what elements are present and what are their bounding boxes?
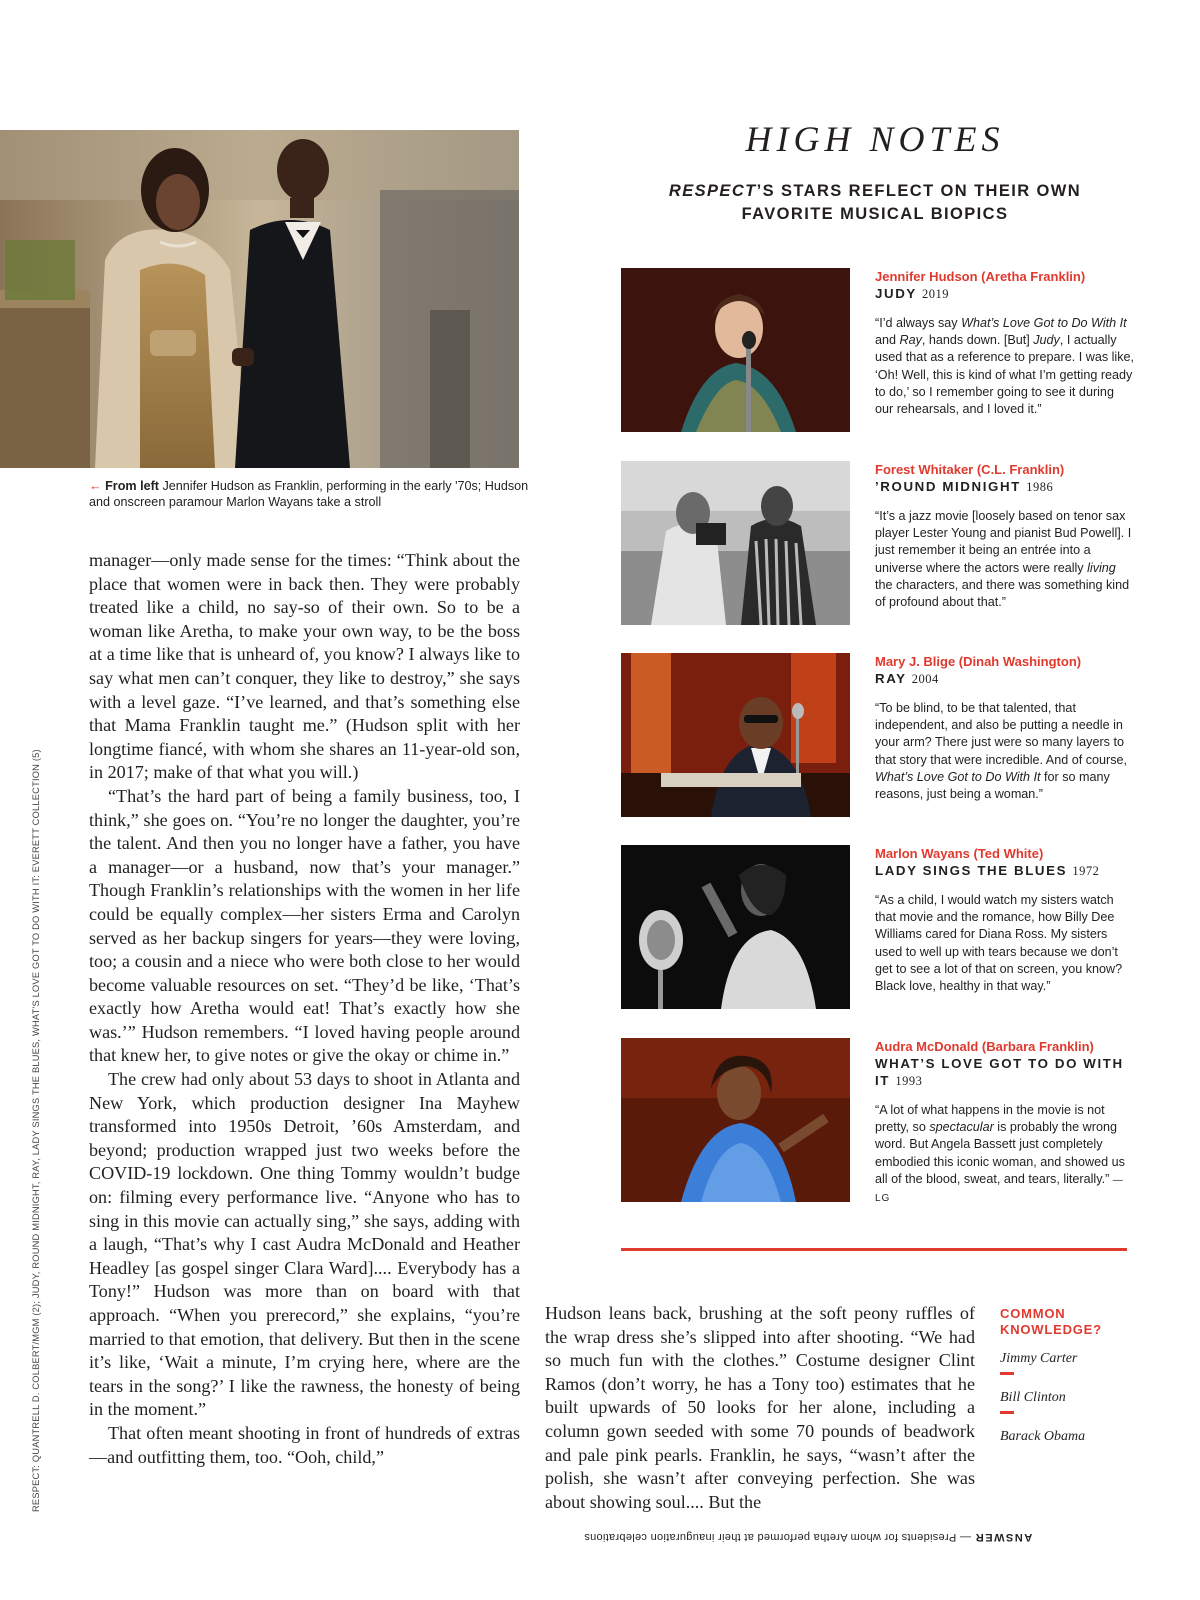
entry-quote bbox=[875, 508, 1135, 611]
quote-fragment: Ray bbox=[899, 333, 922, 348]
subtitle-rest: ’S STARS REFLECT ON THEIR OWN FAVORITE MUSICAL BIOPICS bbox=[741, 182, 1082, 223]
entry-photo-judy bbox=[621, 268, 850, 432]
red-dash bbox=[1000, 1372, 1014, 1375]
caption-lead: From left bbox=[105, 479, 159, 493]
entry-film: RAY 2004 bbox=[875, 671, 939, 686]
article-column-1 bbox=[89, 549, 520, 1469]
president-name: Jimmy Carter bbox=[1000, 1351, 1078, 1366]
quote-fragment: for so many reasons, just being a woman.” bbox=[875, 769, 1110, 802]
sidebar-title: HIGH NOTES bbox=[745, 119, 1005, 159]
entry-year: 2004 bbox=[911, 672, 939, 686]
quote-fragment: What’s Love Got to Do With It bbox=[875, 769, 1041, 784]
entry-photo-round-midnight bbox=[621, 461, 850, 625]
quote-fragment: is probably the wrong word. But Angela Bassett just completely embodied this iconic woman, and showed us all of the blood, sweat, and tears, literally.” bbox=[875, 1120, 1125, 1186]
entry-year: 1972 bbox=[1072, 864, 1100, 878]
quote-fragment: “I’d always say bbox=[875, 316, 962, 330]
sidebar-subtitle bbox=[640, 180, 1110, 226]
quote-fragment: “As a child, I would watch my sisters watch that movie and the romance, how Billy Dee Williams cared for Diana Ross. My sisters used to well up with tears because we don’t get to see a lot of that on screen, you know? Black love, healthy in that way.” bbox=[875, 893, 1123, 994]
entry-quote bbox=[875, 700, 1135, 803]
hero-photo bbox=[0, 130, 519, 468]
answer-dash: — bbox=[956, 1531, 975, 1543]
entry-film: WHAT’S LOVE GOT TO DO WITH IT 1993 bbox=[875, 1056, 1124, 1088]
quote-fragment: “To be blind, to be that talented, that independent, and also be putting a needle in your arm? There just were so many layers to that story that were incredible. And of course, bbox=[875, 701, 1128, 767]
entry-photo-ray bbox=[621, 653, 850, 817]
subtitle-italic: RESPECT bbox=[668, 182, 757, 200]
quote-fragment: the characters, and there was something kind of profound about that.” bbox=[875, 577, 1130, 610]
entry-year: 1986 bbox=[1026, 480, 1054, 494]
president-name: Barack Obama bbox=[1000, 1429, 1086, 1444]
quote-fragment: , I actually used that as a reference to prepare. I was like, ‘Oh! Well, this is kind of what I’m getting ready to do,’ so I remember going to see it during our rehearsals, and I loved it.” bbox=[875, 333, 1135, 417]
caption-text: Jennifer Hudson as Franklin, performing in the early '70s; Hudson and onscreen paramour Marlon Wayans take a stroll bbox=[89, 479, 529, 509]
common-knowledge-box bbox=[1000, 1306, 1130, 1445]
entry-name: Marlon Wayans (Ted White) bbox=[875, 846, 1044, 861]
quote-fragment: living bbox=[1087, 560, 1116, 575]
article-paragraph: That often meant shooting in front of hundreds of extras—and outfitting them, too. “Ooh, child,” bbox=[89, 1422, 520, 1467]
article-paragraph: “That’s the hard part of being a family business, too, I think,” she goes on. “You’re no longer the daughter, you’re the talent. And then you no longer have a father, you have a manager—or a husband, now that’s your manager.” Though Franklin’s relationships with the women in her life could be equally complex—her sisters Erma and Carolyn served as her backup singers for years—they were loving, too; a cousin and a niece who were both close to her would become valuable resources on set. “They’d be like, ‘That’s exactly how Aretha would eat! That’s exactly how she was.’” Hudson remembers. “I loved having people around that knew her, to give notes or give the okay or chime in.” bbox=[89, 785, 520, 1066]
quote-fragment: “It’s a jazz movie [loosely based on tenor sax player Lester Young and pianist Bud Powell]. I just remember it being an entrée into a universe where the actors were really bbox=[875, 509, 1132, 575]
article-paragraph: The crew had only about 53 days to shoot in Atlanta and New York, which production designer Ina Mayhew transformed into 1950s Detroit, ’60s Amsterdam, and beyond; production wrapped just two weeks before the COVID-19 lockdown. One thing Tommy wouldn’t budge on: filming every performance live. “Anyone who has to sing in this movie can actually sing,” she says, adding with a laugh, “That’s why I cast Audra McDonald and Heather Headley [as gospel singer Clara Ward].... Everybody has a Tony!” Hudson was more than on board with that approach. “When you prerecord,” she explains, “you’re married to that emotion, that delivery. But then in the scene it’s like, ‘Wait a minute, I’m crying here, where are the tears in the song?’ I like the rawness, the honesty of being in the moment.” bbox=[89, 1069, 520, 1420]
article-paragraph: manager—only made sense for the times: “Think about the place that women were in back then. They were probably treated like a child, no say-so of their own. So to be a woman like Aretha, to make your own way, to be the boss at a time like that is unheard of, you know? I always like to say what men can’t conquer, they like to destroy,” she says with a level gaze. “I’ve learned, and that’s something else that Mama Franklin taught me.” (Hudson split with her longtime fiancé, with whom she shares an 11-year-old son, in 2017; make of that what you will.) bbox=[89, 550, 520, 783]
section-divider bbox=[621, 1248, 1127, 1251]
quote-fragment: and bbox=[875, 333, 900, 348]
common-knowledge-heading: COMMON KNOWLEDGE? bbox=[1000, 1306, 1102, 1337]
entry-name: Audra McDonald (Barbara Franklin) bbox=[875, 1039, 1094, 1054]
answer-label: ANSWER bbox=[974, 1531, 1033, 1543]
photo-caption bbox=[89, 478, 529, 510]
article-column-2 bbox=[545, 1302, 975, 1514]
answer-upside-down bbox=[584, 1531, 1130, 1543]
answer-text: Presidents for whom Aretha performed at their inauguration celebrations bbox=[584, 1531, 957, 1543]
entry-film: LADY SINGS THE BLUES 1972 bbox=[875, 863, 1100, 878]
president-name: Bill Clinton bbox=[1000, 1390, 1066, 1405]
entry-film: JUDY 2019 bbox=[875, 286, 949, 301]
entry-year: 1993 bbox=[895, 1074, 923, 1088]
entry-name: Jennifer Hudson (Aretha Franklin) bbox=[875, 269, 1086, 284]
entry-photo-whats-love bbox=[621, 1038, 850, 1202]
red-dash bbox=[1000, 1411, 1014, 1414]
signoff: —LG bbox=[875, 1174, 1124, 1205]
entry-year: 2019 bbox=[921, 287, 949, 301]
quote-fragment: , hands down. [But] bbox=[921, 333, 1034, 348]
quote-fragment: spectacular bbox=[929, 1120, 994, 1135]
quote-fragment: What’s Love Got to Do With It bbox=[961, 316, 1127, 330]
entry-quote bbox=[875, 892, 1135, 995]
entry-name: Mary J. Blige (Dinah Washington) bbox=[875, 654, 1082, 669]
quote-fragment: “A lot of what happens in the movie is not pretty, so bbox=[875, 1103, 1105, 1135]
entry-name: Forest Whitaker (C.L. Franklin) bbox=[875, 462, 1065, 477]
photo-credit: RESPECT: QUANTRELL D. COLBERT/MGM (2); JUDY, ROUND MIDNIGHT, RAY, LADY SINGS THE BLUES, WHAT'S LOVE GOT TO DO WITH IT: EVERETT COLLECTION (5) bbox=[31, 749, 41, 1512]
entry-film: ’ROUND MIDNIGHT 1986 bbox=[875, 479, 1054, 494]
entry-photo-lady-sings-the-blues bbox=[621, 845, 850, 1009]
arrow-left-icon: ← bbox=[89, 479, 102, 493]
entry-quote bbox=[875, 315, 1135, 418]
entry-quote bbox=[875, 1102, 1135, 1207]
article-paragraph: Hudson leans back, brushing at the soft peony ruffles of the wrap dress she’s slipped into after shooting. “We had so much fun with the clothes.” Costume designer Clint Ramos (don’t worry, he has a Tony too) estimates that he built upwards of 50 looks for her alone, including a column gown seeded with some 70 pounds of beadwork and pale pink pearls. Franklin, he says, “wasn’t after the polish, she wasn’t after conveying perfection. She was about showing soul.... But the bbox=[545, 1303, 975, 1512]
quote-fragment: Judy bbox=[1033, 333, 1060, 348]
